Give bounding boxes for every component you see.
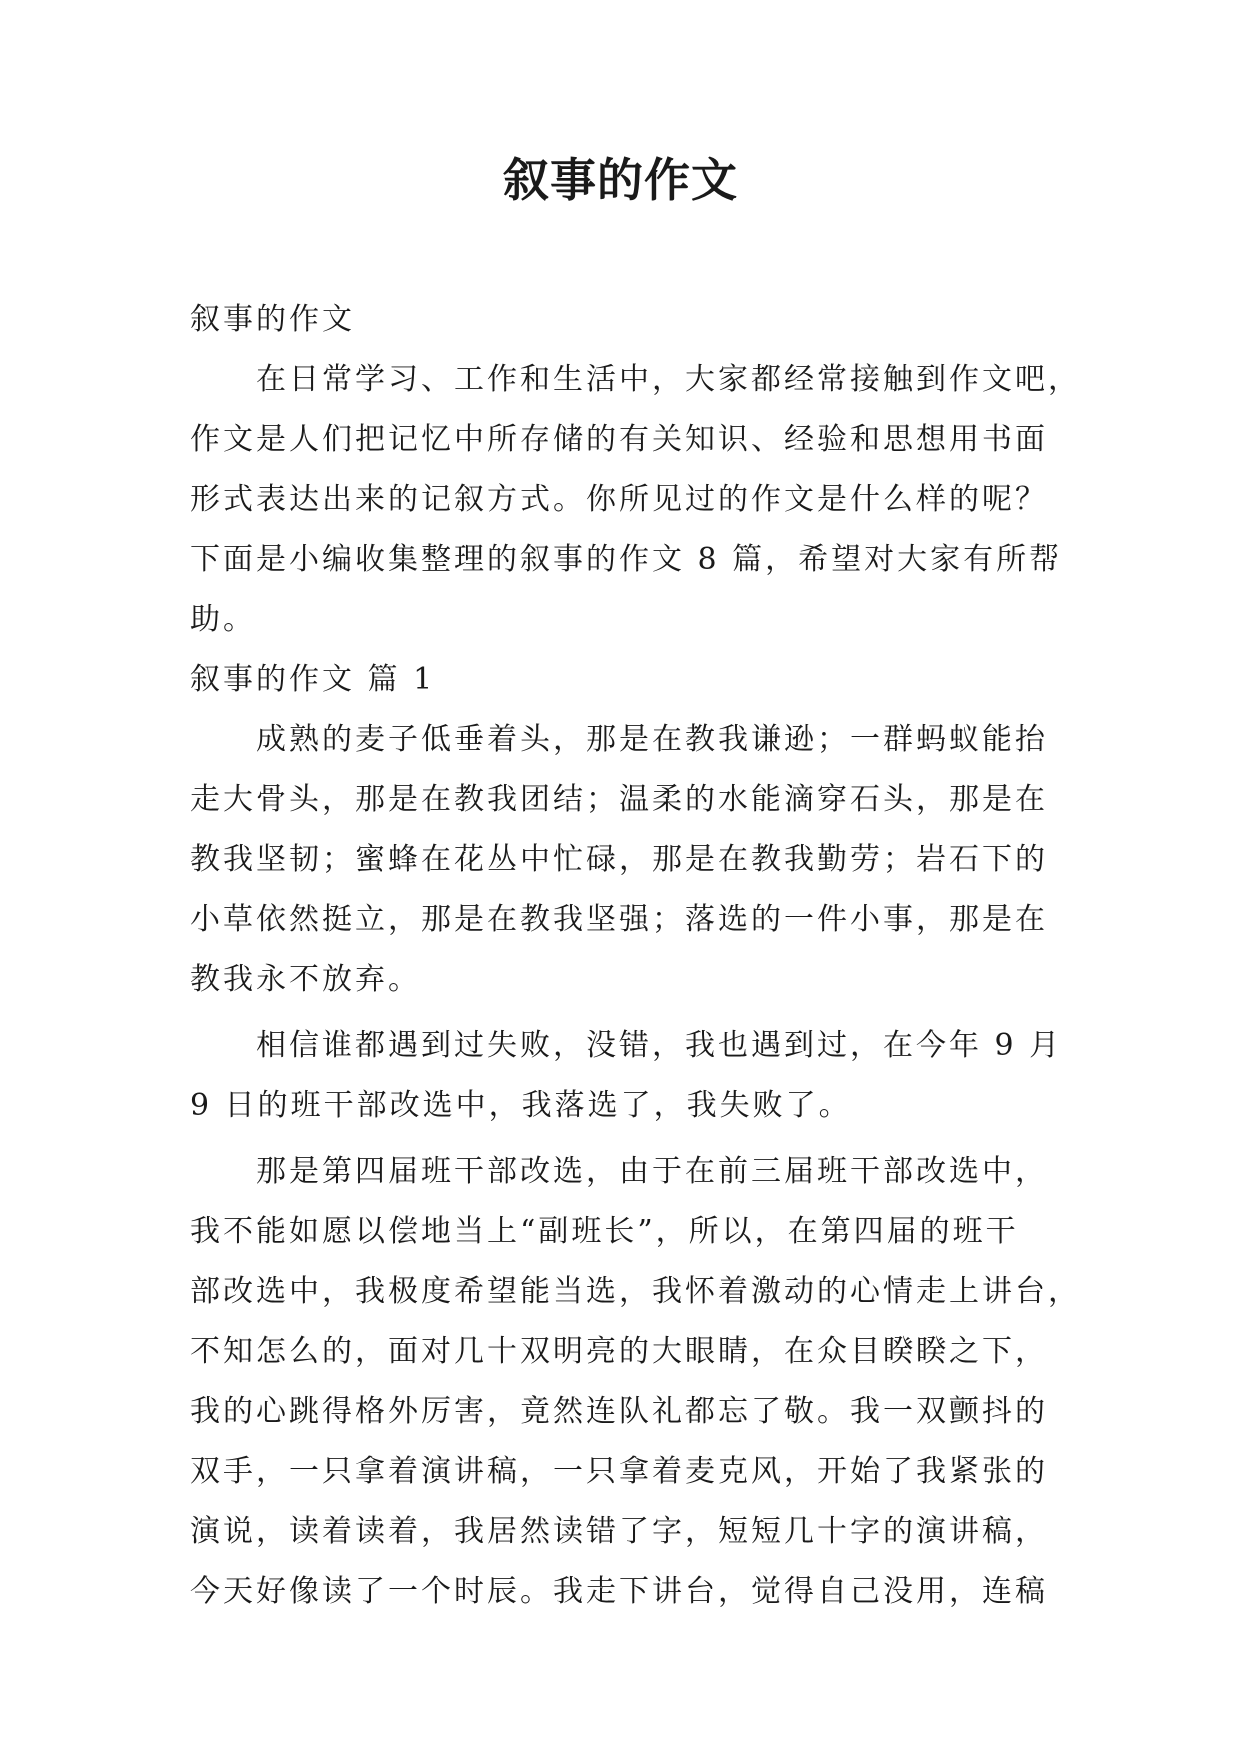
document-body <box>190 290 1081 1622</box>
text-line: 教我坚韧；蜜蜂在花丛中忙碌，那是在教我勤劳；岩石下的 <box>190 842 1048 877</box>
text-line: 小草依然挺立，那是在教我坚强；落选的一件小事，那是在 <box>190 902 1048 937</box>
text-line: 作文是人们把记忆中所存储的有关知识、经验和思想用书面 <box>190 422 1048 457</box>
text-line: 那是第四届班干部改选，由于在前三届班干部改选中， <box>190 1154 1048 1189</box>
section-heading <box>190 650 1056 710</box>
text-line: 今天好像读了一个时辰。我走下讲台，觉得自己没用，连稿 <box>190 1574 1048 1609</box>
text-line: 教我永不放弃。 <box>190 962 421 997</box>
intro-heading-text: 叙事的作文 <box>190 302 355 337</box>
text-line: 成熟的麦子低垂着头，那是在教我谦逊；一群蚂蚁能抬 <box>190 722 1048 757</box>
text-line: 不知怎么的，面对几十双明亮的大眼睛，在众目睽睽之下， <box>190 1334 1048 1369</box>
text-line: 双手，一只拿着演讲稿，一只拿着麦克风，开始了我紧张的 <box>190 1454 1048 1489</box>
intro-paragraph <box>190 350 1081 650</box>
section-heading-text: 叙事的作文 篇 1 <box>190 662 436 697</box>
paragraph-2 <box>190 1016 1063 1136</box>
text-line: 演说，读着读着，我居然读错了字，短短几十字的演讲稿， <box>190 1514 1048 1549</box>
paragraph-3 <box>190 1142 1081 1622</box>
text-line: 在日常学习、工作和生活中，大家都经常接触到作文吧， <box>190 362 1081 397</box>
intro-heading <box>190 290 1056 350</box>
text-line: 9 日的班干部改选中，我落选了，我失败了。 <box>190 1088 852 1123</box>
paragraph-1 <box>190 710 1056 1010</box>
text-line: 走大骨头，那是在教我团结；温柔的水能滴穿石头，那是在 <box>190 782 1048 817</box>
text-line: 我的心跳得格外厉害，竟然连队礼都忘了敬。我一双颤抖的 <box>190 1394 1048 1429</box>
text-line: 部改选中，我极度希望能当选，我怀着激动的心情走上讲台， <box>190 1274 1081 1309</box>
text-line: 形式表达出来的记叙方式。你所见过的作文是什么样的呢？ <box>190 482 1048 517</box>
text-line: 助。 <box>190 602 256 637</box>
text-line: 相信谁都遇到过失败，没错，我也遇到过，在今年 9 月 <box>190 1028 1063 1063</box>
text-line: 下面是小编收集整理的叙事的作文 8 篇，希望对大家有所帮 <box>190 542 1063 577</box>
document-title: 叙事的作文 <box>503 153 738 207</box>
text-line: 我不能如愿以偿地当上“副班长”，所以，在第四届的班干 <box>190 1214 1019 1249</box>
